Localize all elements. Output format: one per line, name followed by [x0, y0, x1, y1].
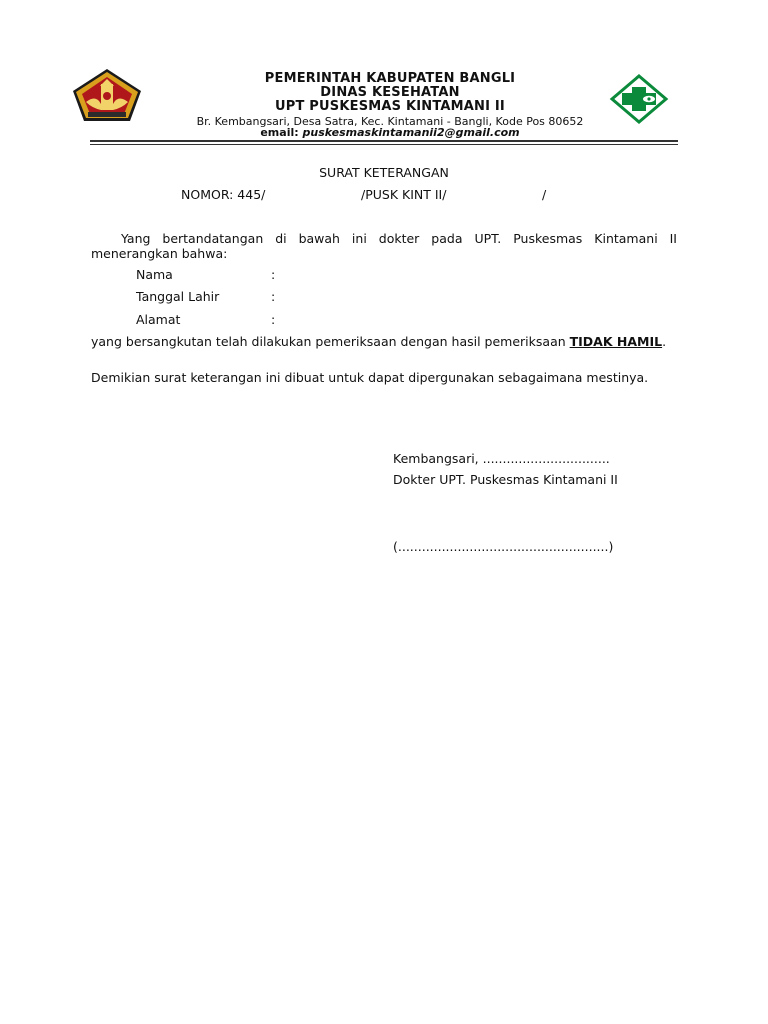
signature-place-date: Kembangsari, ................................: [393, 451, 610, 466]
letterhead-email: [140, 126, 640, 139]
document-title: SURAT KETERANGAN: [319, 165, 449, 180]
closing-paragraph: Demikian surat keterangan ini dibuat untuk dapat dipergunakan sebagaimana mestinya.: [91, 370, 649, 385]
field-colon-name: :: [271, 267, 276, 282]
result-text: yang bersangkutan telah dilakukan pemeriksaan dengan hasil pemeriksaan: [91, 334, 570, 349]
letterhead-unit: UPT PUSKESMAS KINTAMANI II: [275, 99, 505, 114]
email-label: email:: [260, 126, 299, 139]
bangli-emblem-logo: [72, 68, 142, 122]
letterhead-department: DINAS KESEHATAN: [320, 85, 460, 100]
letterhead-government: PEMERINTAH KABUPATEN BANGLI: [264, 71, 516, 86]
field-label-name: Nama: [136, 267, 173, 282]
field-colon-birthdate: :: [271, 289, 276, 304]
signature-name-line: (.....................................................): [393, 539, 614, 554]
letterhead-divider-thin: [90, 144, 678, 145]
number-suffix: /: [542, 187, 547, 202]
field-label-birthdate: Tanggal Lahir: [136, 289, 220, 304]
letterhead-divider-thick: [90, 140, 678, 142]
field-colon-address: :: [271, 312, 276, 327]
intro-paragraph: Yang bertandatangan di bawah ini dokter pada UPT. Puskesmas Kintamani II menerangkan bahwa:: [91, 231, 677, 261]
signature-position: Dokter UPT. Puskesmas Kintamani II: [393, 472, 618, 487]
letterhead-address: Br. Kembangsari, Desa Satra, Kec. Kintamani - Bangli, Kode Pos 80652: [196, 115, 584, 128]
number-label: NOMOR: 445/: [181, 187, 266, 202]
result-period: .: [662, 334, 667, 349]
result-status: TIDAK HAMIL: [569, 334, 663, 349]
field-label-address: Alamat: [136, 312, 181, 327]
result-paragraph: [91, 334, 677, 349]
email-address: puskesmaskintamanii2@gmail.com: [302, 126, 520, 139]
number-code: /PUSK KINT II/: [361, 187, 447, 202]
